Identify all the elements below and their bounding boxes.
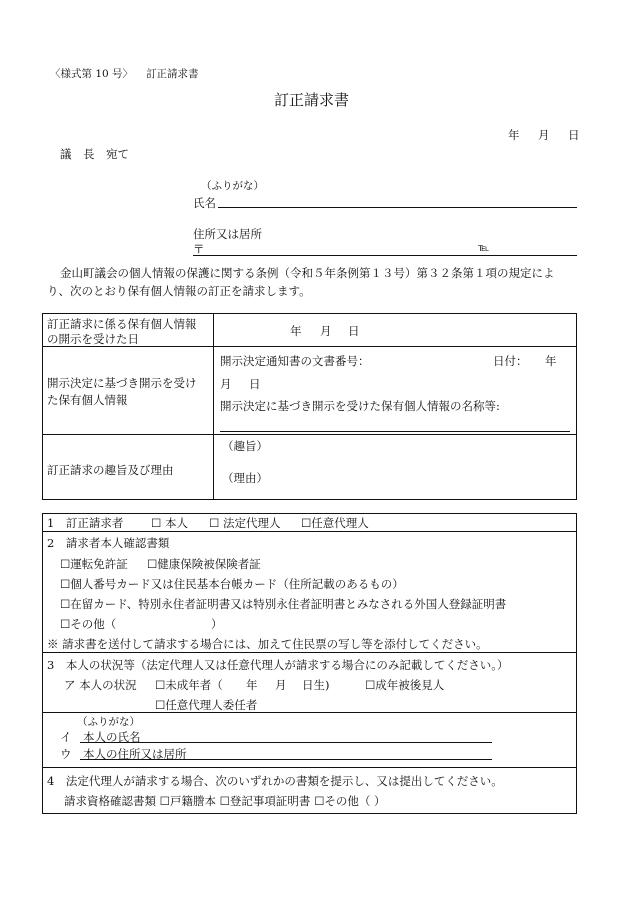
row2-label: 開示決定に基づき開示を受け — [47, 376, 197, 390]
minor-month: 月 — [275, 678, 287, 692]
row2-date-month: 月 — [220, 377, 232, 391]
minor-year: 年 — [246, 678, 258, 692]
postal-mark: 〒 — [193, 242, 205, 256]
table-row-divider — [42, 767, 577, 768]
section3-label: 3 本人の状況等（法定代理人又は任意代理人が請求する場合にのみ記載してください。） — [47, 658, 509, 672]
reason-label: （理由） — [222, 471, 268, 485]
table-row-divider — [42, 652, 577, 653]
tel-mark: ℡ — [478, 242, 490, 254]
form-number: 〈様式第 10 号〉 — [50, 68, 134, 80]
checkbox-health-insurance[interactable]: ☐健康保険被保険者証 — [147, 557, 261, 571]
checkbox-residence-card[interactable]: ☐在留カード、特別永住者証明書又は特別永住者証明書とみなされる外国人登録証明書 — [60, 597, 507, 611]
mailing-note: ※ 請求書を送付して請求する場合には、加えて住民票の写し等を添付してください。 — [47, 637, 488, 651]
checkbox-voluntary-principal[interactable]: ☐任意代理人委任者 — [155, 698, 258, 712]
checkbox-minor[interactable]: ☐未成年者（ — [155, 678, 223, 692]
status-label: ア 本人の状況 — [64, 678, 137, 692]
row2-label-2: た保有個人情報 — [47, 393, 128, 407]
doc-number-label: 開示決定通知書の文書番号： — [220, 354, 370, 368]
checkbox-adult-ward[interactable]: ☐成年被後見人 — [365, 678, 445, 692]
qualification-documents[interactable]: 請求資格確認書類 ☐戸籍謄本 ☐登記事項証明書 ☐その他（ ） — [64, 794, 386, 808]
addressee: 議 長 宛て — [60, 147, 129, 161]
row3-label: 訂正請求の趣旨及び理由 — [47, 463, 174, 477]
date-day: 日 — [568, 128, 580, 142]
other-close-paren: ） — [211, 617, 223, 631]
principal-name-field[interactable] — [80, 742, 492, 743]
principal-address-label: ウ 本人の住所又は居所 — [60, 747, 187, 761]
info-name-label: 開示決定に基づき開示を受けた保有個人情報の名称等: — [220, 399, 500, 413]
address-label: 住所又は居所 — [193, 227, 262, 241]
section1-label: 1 訂正請求者 — [47, 516, 124, 530]
principal-name-label: イ 本人の氏名 — [60, 730, 141, 744]
row1-date-day: 日 — [348, 324, 360, 338]
principal-furigana: （ふりがな） — [77, 716, 140, 728]
minor-day: 日生) — [302, 678, 330, 692]
date-label: 日付： — [493, 354, 528, 368]
page-title: 訂正請求書 — [274, 91, 350, 109]
row1-label: 訂正請求に係る保有個人情報 — [47, 317, 197, 331]
row1-date-month: 月 — [320, 324, 332, 338]
name-label: 氏名 — [193, 196, 216, 210]
name-field[interactable] — [218, 207, 577, 208]
checkbox-my-number-card[interactable]: ☐個人番号カード又は住民基本台帳カード（住所記載のあるもの） — [60, 577, 404, 591]
row1-label-2: の開示を受けた日 — [47, 332, 139, 346]
section2-label: 2 請求者本人確認書類 — [47, 536, 170, 550]
checkbox-voluntary-agent[interactable]: ☐任意代理人 — [301, 516, 369, 530]
info-name-field[interactable] — [220, 431, 570, 432]
principal-address-field[interactable] — [80, 759, 492, 760]
row1-date-year: 年 — [290, 324, 302, 338]
date-year: 年 — [508, 128, 520, 142]
table-row-divider — [42, 434, 577, 435]
form-name: 訂正請求書 — [146, 68, 199, 80]
checkbox-self[interactable]: ☐ 本人 — [151, 516, 188, 530]
address-field[interactable] — [193, 255, 577, 256]
purpose-label: （趣旨） — [222, 439, 268, 453]
intro-text: 金山町議会の個人情報の保護に関する条例（令和５年条例第１３号）第３２条第１項の規定によ — [60, 266, 555, 280]
checkbox-other-document[interactable]: ☐その他（ — [60, 617, 117, 631]
row2-date-year: 年 — [545, 354, 557, 368]
checkbox-legal-agent[interactable]: ☐ 法定代理人 — [209, 516, 281, 530]
furigana-label: （ふりがな） — [201, 180, 264, 192]
table-divider — [213, 313, 214, 500]
checkbox-drivers-license[interactable]: ☐運転免許証 — [60, 557, 128, 571]
table-row-divider — [42, 712, 577, 713]
row2-date-day: 日 — [249, 377, 261, 391]
intro-text-2: り、次のとおり保有個人情報の訂正を請求します。 — [47, 284, 311, 298]
date-month: 月 — [538, 128, 550, 142]
table-row-divider — [42, 531, 577, 532]
section4-label: 4 法定代理人が請求する場合、次のいずれかの書類を提示し、又は提出してください。 — [47, 774, 503, 788]
